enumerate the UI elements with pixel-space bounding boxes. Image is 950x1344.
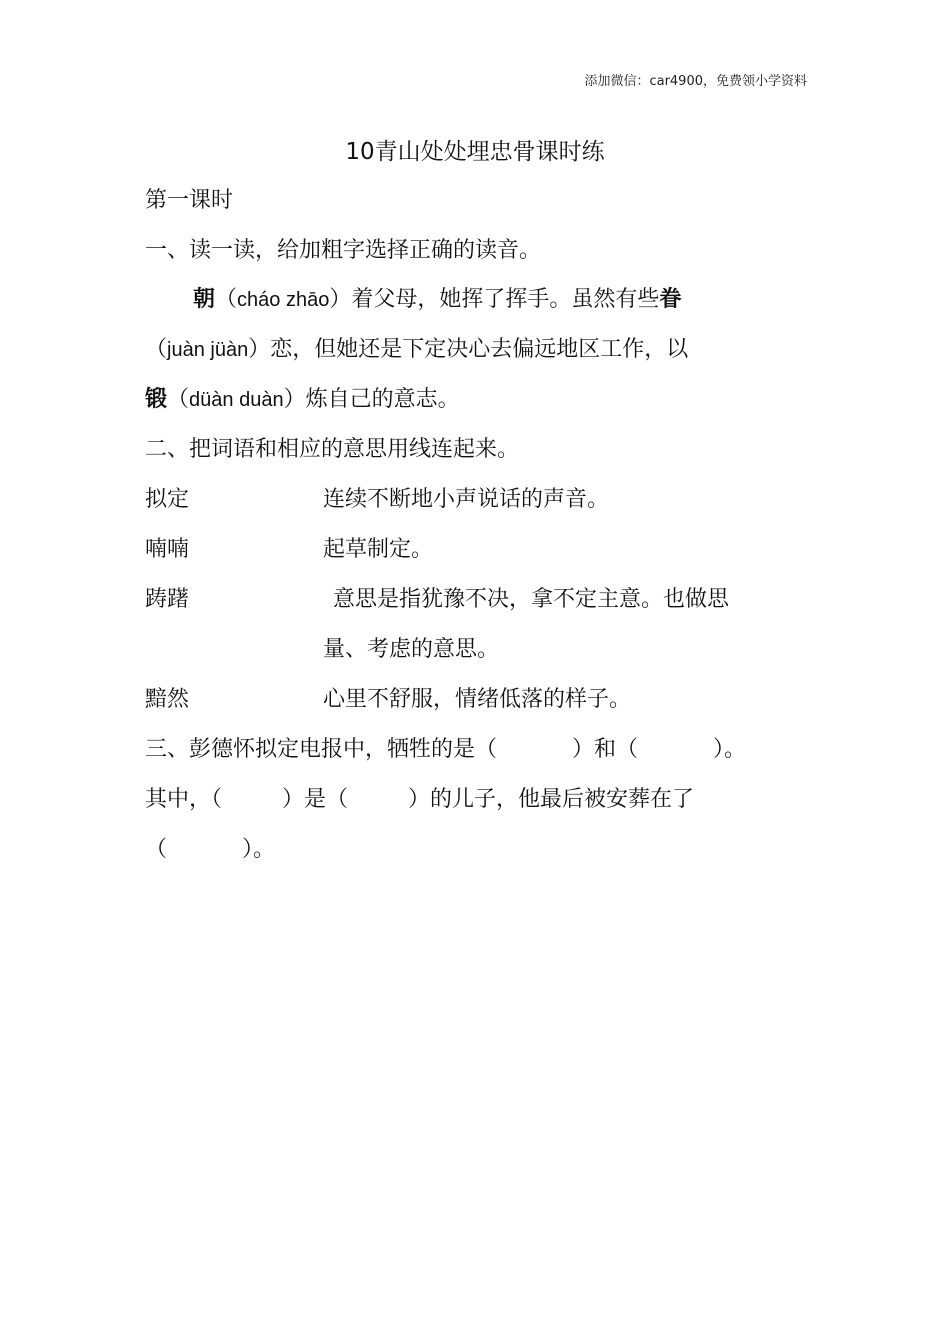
page-title: 10青山处处埋忠骨课时练 [345,139,605,165]
match-word: 拟定 [145,487,190,512]
paren-open: （ [215,287,238,312]
fill-text: ）是（ [282,787,349,812]
section3-line2 [145,785,694,815]
fill-text: ）的儿子，他最后被安葬在了 [408,787,695,812]
fill-text: ）和（ [572,737,639,762]
lesson-label: 第一课时 [145,188,234,213]
section3-line3 [145,835,275,865]
match-meaning: 心里不舒服，情绪低落的样子。 [323,687,632,712]
sentence-text-3: 炼自己的意志。 [305,387,460,412]
section1-line1 [193,285,681,315]
bold-char-juan: 眷 [659,287,682,312]
fill-text: ）。 [713,737,747,762]
section1-line3 [145,385,460,415]
paren-close: ） [283,387,306,412]
fill-text: （ [145,837,168,862]
bold-char-duan: 锻 [145,387,168,412]
sentence-text-1: 着父母，她挥了挥手。虽然有些 [351,287,660,312]
sentence-text-2: 恋，但她还是下定决心去偏远地区工作，以 [270,337,689,362]
pinyin-options-3: düàn duàn [189,389,284,411]
match-word: 喃喃 [145,537,190,562]
paren-close: ） [248,337,271,362]
paren-close: ） [329,287,352,312]
match-meaning: 连续不断地小声说话的声音。 [323,487,610,512]
header-note: 添加微信：car4900，免费领小学资料 [584,74,807,89]
match-meaning-continued: 量、考虑的意思。 [323,637,500,662]
pinyin-options-2: juàn jüàn [167,339,249,361]
paren-open: （ [167,387,190,412]
section1-line2 [145,335,688,365]
match-word: 踌躇 [145,587,190,612]
match-meaning: 起草制定。 [323,537,434,562]
paren-open: （ [145,337,168,362]
match-word: 黯然 [145,687,190,712]
section1-heading: 一、读一读，给加粗字选择正确的读音。 [145,238,542,263]
section3-line1 [145,735,746,765]
pinyin-options-1: cháo zhāo [237,289,330,311]
fill-text: ）。 [242,837,276,862]
bold-char-chao: 朝 [193,287,216,312]
fill-text: 三、彭德怀拟定电报中，牺牲的是（ [145,737,498,762]
section2-heading: 二、把词语和相应的意思用线连起来。 [145,437,520,462]
fill-text: 其中，（ [145,787,223,812]
match-meaning: 意思是指犹豫不决，拿不定主意。也做思 [333,587,730,612]
